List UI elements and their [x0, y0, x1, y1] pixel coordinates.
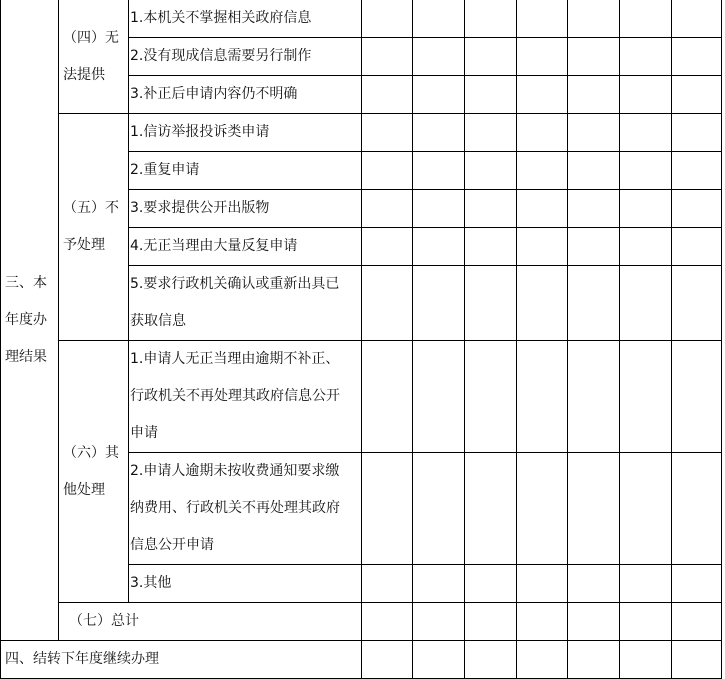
- count-cell: [413, 114, 465, 152]
- item-label: [129, 76, 362, 114]
- count-cell: [517, 565, 568, 603]
- text-line: 1.本机关不掌握相关政府信息: [130, 10, 312, 26]
- count-cell: [362, 0, 413, 38]
- count-cell: [465, 266, 517, 341]
- count-cell: [672, 266, 722, 341]
- count-cell: [413, 38, 465, 76]
- group-label: [59, 114, 129, 341]
- text-line: 信息公开申请: [130, 537, 214, 553]
- count-cell: [568, 266, 620, 341]
- text-line: 申请: [130, 425, 158, 441]
- section-three-label: [1, 0, 59, 641]
- count-cell: [413, 152, 465, 190]
- count-cell: [620, 114, 672, 152]
- item-label: [129, 152, 362, 190]
- count-cell: [568, 228, 620, 266]
- count-cell: [413, 641, 465, 679]
- item-label: [129, 228, 362, 266]
- text-line: 年度办: [5, 311, 47, 328]
- count-cell: [568, 603, 620, 641]
- count-cell: [672, 38, 722, 76]
- carryover-row: [1, 641, 722, 679]
- text-line: 3.要求提供公开出版物: [130, 200, 270, 216]
- count-cell: [413, 565, 465, 603]
- count-cell: [465, 38, 517, 76]
- count-cell: [620, 38, 672, 76]
- item-label: [129, 266, 362, 341]
- count-cell: [362, 114, 413, 152]
- count-cell: [362, 641, 413, 679]
- count-cell: [362, 603, 413, 641]
- item-label: [129, 114, 362, 152]
- count-cell: [413, 76, 465, 114]
- table-row: [1, 0, 722, 38]
- count-cell: [517, 76, 568, 114]
- count-cell: [465, 152, 517, 190]
- item-label: [129, 0, 362, 38]
- count-cell: [672, 641, 722, 679]
- text-line: 4.无正当理由大量反复申请: [130, 238, 298, 254]
- count-cell: [672, 190, 722, 228]
- text-line: 予处理: [63, 237, 105, 253]
- count-cell: [413, 0, 465, 38]
- text-line: 2.重复申请: [130, 162, 200, 178]
- count-cell: [517, 341, 568, 453]
- count-cell: [517, 0, 568, 38]
- count-cell: [413, 603, 465, 641]
- count-cell: [568, 641, 620, 679]
- item-label: [129, 453, 362, 565]
- item-label: [129, 565, 362, 603]
- text-line: 行政机关不再处理其政府信息公开: [130, 388, 340, 404]
- count-cell: [672, 453, 722, 565]
- count-cell: [620, 0, 672, 38]
- count-cell: [413, 190, 465, 228]
- count-cell: [465, 76, 517, 114]
- count-cell: [517, 603, 568, 641]
- text-line: 获取信息: [130, 313, 186, 329]
- count-cell: [620, 453, 672, 565]
- count-cell: [568, 38, 620, 76]
- count-cell: [620, 190, 672, 228]
- table-row: [1, 341, 722, 453]
- text-line: （六）其: [63, 444, 119, 461]
- count-cell: [672, 114, 722, 152]
- count-cell: [413, 453, 465, 565]
- count-cell: [568, 341, 620, 453]
- text-line: 2.没有现成信息需要另行制作: [130, 48, 312, 64]
- count-cell: [517, 641, 568, 679]
- count-cell: [362, 266, 413, 341]
- table-row: [1, 114, 722, 152]
- count-cell: [362, 152, 413, 190]
- count-cell: [465, 565, 517, 603]
- count-cell: [568, 190, 620, 228]
- count-cell: [465, 453, 517, 565]
- count-cell: [620, 228, 672, 266]
- count-cell: [620, 266, 672, 341]
- count-cell: [413, 341, 465, 453]
- count-cell: [620, 76, 672, 114]
- count-cell: [672, 0, 722, 38]
- text-line: 1.申请人无正当理由逾期不补正、: [130, 351, 340, 367]
- count-cell: [413, 266, 465, 341]
- total-row: [1, 603, 722, 641]
- count-cell: [362, 190, 413, 228]
- count-cell: [465, 641, 517, 679]
- count-cell: [568, 114, 620, 152]
- count-cell: [672, 76, 722, 114]
- count-cell: [362, 565, 413, 603]
- count-cell: [568, 76, 620, 114]
- count-cell: [620, 641, 672, 679]
- count-cell: [362, 453, 413, 565]
- count-cell: [517, 38, 568, 76]
- text-line: 3.其他: [130, 575, 172, 591]
- count-cell: [620, 152, 672, 190]
- text-line: 2.申请人逾期未按收费通知要求缴: [130, 463, 340, 479]
- count-cell: [517, 190, 568, 228]
- count-cell: [568, 152, 620, 190]
- text-line: （四）无: [63, 29, 119, 46]
- count-cell: [620, 565, 672, 603]
- text-line: 他处理: [63, 481, 105, 498]
- item-label: [129, 190, 362, 228]
- count-cell: [413, 228, 465, 266]
- total-label: （七）总计: [59, 603, 362, 641]
- count-cell: [517, 152, 568, 190]
- count-cell: [465, 114, 517, 152]
- count-cell: [465, 341, 517, 453]
- count-cell: [517, 453, 568, 565]
- item-label: [129, 38, 362, 76]
- count-cell: [465, 228, 517, 266]
- count-cell: [517, 114, 568, 152]
- text-line: （五）不: [63, 200, 119, 216]
- item-label: [129, 341, 362, 453]
- count-cell: [672, 565, 722, 603]
- text-line: 纳费用、行政机关不再处理其政府: [130, 500, 340, 516]
- count-cell: [568, 453, 620, 565]
- count-cell: [672, 603, 722, 641]
- text-line: 5.要求行政机关确认或重新出具已: [130, 276, 340, 292]
- count-cell: [465, 603, 517, 641]
- count-cell: [620, 603, 672, 641]
- text-line: 3.补正后申请内容仍不明确: [130, 86, 298, 102]
- count-cell: [362, 341, 413, 453]
- text-line: 理结果: [5, 348, 47, 365]
- count-cell: [568, 565, 620, 603]
- text-line: 1.信访举报投诉类申请: [130, 124, 270, 140]
- count-cell: [517, 228, 568, 266]
- section-four-label: 四、结转下年度继续办理: [1, 641, 362, 679]
- count-cell: [620, 341, 672, 453]
- count-cell: [362, 76, 413, 114]
- count-cell: [672, 341, 722, 453]
- text-line: 法提供: [63, 66, 105, 83]
- count-cell: [672, 228, 722, 266]
- count-cell: [362, 38, 413, 76]
- count-cell: [465, 0, 517, 38]
- count-cell: [517, 266, 568, 341]
- count-cell: [568, 0, 620, 38]
- text-line: 三、本: [5, 274, 47, 291]
- group-label: [59, 0, 129, 114]
- count-cell: [362, 228, 413, 266]
- count-cell: [672, 152, 722, 190]
- count-cell: [465, 190, 517, 228]
- group-label: [59, 341, 129, 603]
